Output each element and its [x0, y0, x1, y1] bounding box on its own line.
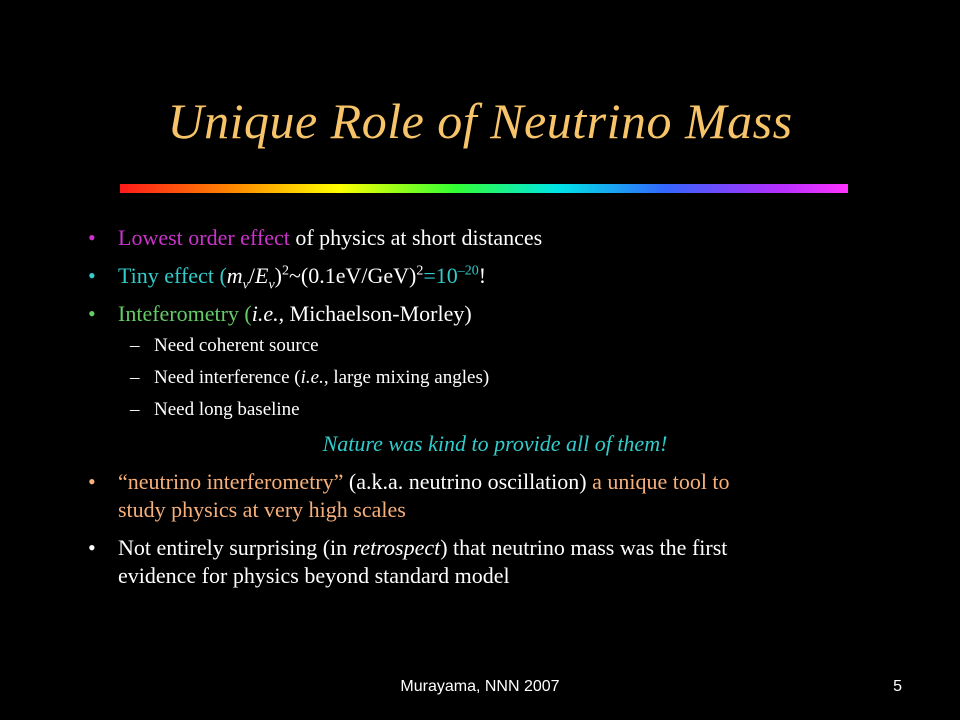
slide-title: Unique Role of Neutrino Mass — [167, 93, 793, 149]
bullet-highlight: Tiny effect ( — [118, 263, 227, 288]
sub-bullet-baseline — [88, 398, 878, 422]
bullet-dot: • — [88, 301, 96, 326]
bullet-text: (a.k.a. neutrino oscillation) — [343, 469, 593, 494]
bullet-retrospect: retrospect — [352, 535, 441, 560]
sub-bullet-text: Need coherent source — [154, 335, 319, 356]
bullet-ie: i.e. — [251, 301, 279, 326]
bullet-list — [88, 224, 878, 600]
bullet-text: Not entirely surprising (in — [118, 535, 353, 560]
bullet-text: of physics at short distances — [289, 225, 543, 250]
sub-bullet-coherent — [88, 334, 878, 358]
bullet-dot: • — [88, 263, 96, 288]
bullet-dot: • — [88, 225, 96, 250]
bullet-not-surprising — [88, 534, 878, 590]
rainbow-divider — [120, 184, 848, 193]
bullet-dot: • — [88, 535, 96, 560]
bullet-dot: • — [88, 469, 96, 494]
sub-bullet-ie: i.e. — [300, 367, 324, 388]
formula-close: ) — [274, 263, 282, 288]
formula-square: 2 — [282, 263, 289, 279]
bullet-highlight: Lowest order effect — [118, 225, 290, 250]
bullet-neutrino-interferometry — [88, 468, 878, 524]
formula-slash: / — [248, 263, 255, 288]
formula-nu: ν — [268, 277, 275, 293]
sub-bullet-text: , large mixing angles) — [323, 367, 490, 388]
footer-author: Murayama, NNN 2007 — [400, 678, 560, 695]
formula-equals: =10 — [423, 263, 458, 288]
sub-bullet-dash: – — [130, 399, 140, 420]
formula-square: 2 — [416, 263, 424, 279]
bullet-interferometry — [88, 300, 878, 328]
formula-m: m — [226, 263, 243, 288]
bullet-text: , Michaelson-Morley) — [278, 301, 472, 326]
sub-bullet-text: Need long baseline — [154, 399, 300, 420]
formula-bang: ! — [478, 263, 487, 288]
bullet-highlight: study physics at very high scales — [118, 497, 406, 522]
formula-e: E — [255, 263, 269, 288]
formula-exponent: –20 — [457, 263, 479, 279]
formula-ratio: ~(0.1eV/GeV) — [289, 263, 417, 288]
formula-nu: ν — [242, 277, 249, 293]
bullet-tiny-effect — [88, 262, 878, 293]
bullet-highlight: a unique tool to — [592, 469, 730, 494]
page-number: 5 — [893, 678, 902, 695]
sub-bullet-dash: – — [130, 335, 140, 356]
bullet-text: evidence for physics beyond standard model — [118, 563, 510, 588]
bullet-text: ) that neutrino mass was the first — [440, 535, 728, 560]
nature-statement: Nature was kind to provide all of them! — [322, 431, 668, 456]
bullet-quote: “neutrino interferometry” — [118, 469, 344, 494]
bullet-lowest-order — [88, 224, 878, 252]
bullet-highlight: Inteferometry ( — [118, 301, 252, 326]
sub-bullet-text: Need interference ( — [154, 367, 301, 388]
sub-bullet-dash: – — [130, 367, 140, 388]
sub-bullet-interference — [88, 366, 878, 390]
